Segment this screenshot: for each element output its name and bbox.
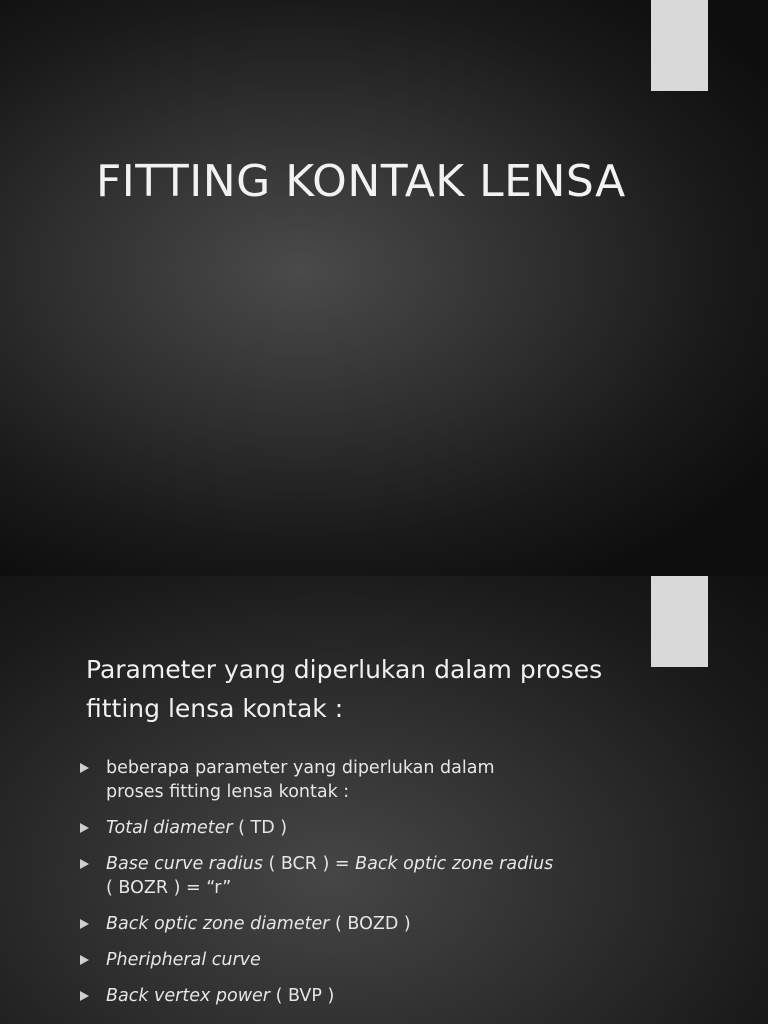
triangle-right-icon [80, 991, 89, 1001]
heading-line: fitting lensa kontak : [86, 694, 344, 723]
list-item [76, 912, 676, 936]
bullet-text: beberapa parameter yang diperlukan dalam [106, 758, 495, 778]
accent-bar [651, 0, 708, 91]
bullet-text: ( BVP ) [270, 986, 335, 1006]
triangle-right-icon [80, 955, 89, 965]
triangle-right-icon [80, 823, 89, 833]
list-item [76, 816, 676, 840]
list-item [76, 948, 676, 972]
bullet-term: Pheripheral curve [106, 950, 261, 970]
bullet-term: Base curve radius [106, 854, 263, 874]
triangle-right-icon [80, 859, 89, 869]
bullet-text: ( BCR ) = [262, 854, 356, 874]
bullet-term: Back vertex power [106, 986, 271, 1006]
bullet-text: ( TD ) [232, 818, 288, 838]
triangle-right-icon [80, 763, 89, 773]
bullet-term: Back optic zone radius [355, 854, 554, 874]
slide-heading [86, 650, 726, 728]
heading-line: Parameter yang diperlukan dalam proses [86, 655, 603, 684]
bullet-text: proses fitting lensa kontak : [106, 782, 350, 802]
bullet-term: Back optic zone diameter [106, 914, 330, 934]
slide-2[interactable] [0, 576, 768, 1024]
bullet-text: ( BOZD ) [329, 914, 411, 934]
list-item [76, 852, 676, 900]
list-item [76, 984, 676, 1008]
list-item [76, 756, 676, 804]
slide-title: FITTING KONTAK LENSA [96, 156, 626, 207]
bullet-term: Total diameter [106, 818, 233, 838]
bullet-list [76, 756, 676, 1020]
triangle-right-icon [80, 919, 89, 929]
bullet-text: ( BOZR ) = “r” [106, 878, 232, 898]
